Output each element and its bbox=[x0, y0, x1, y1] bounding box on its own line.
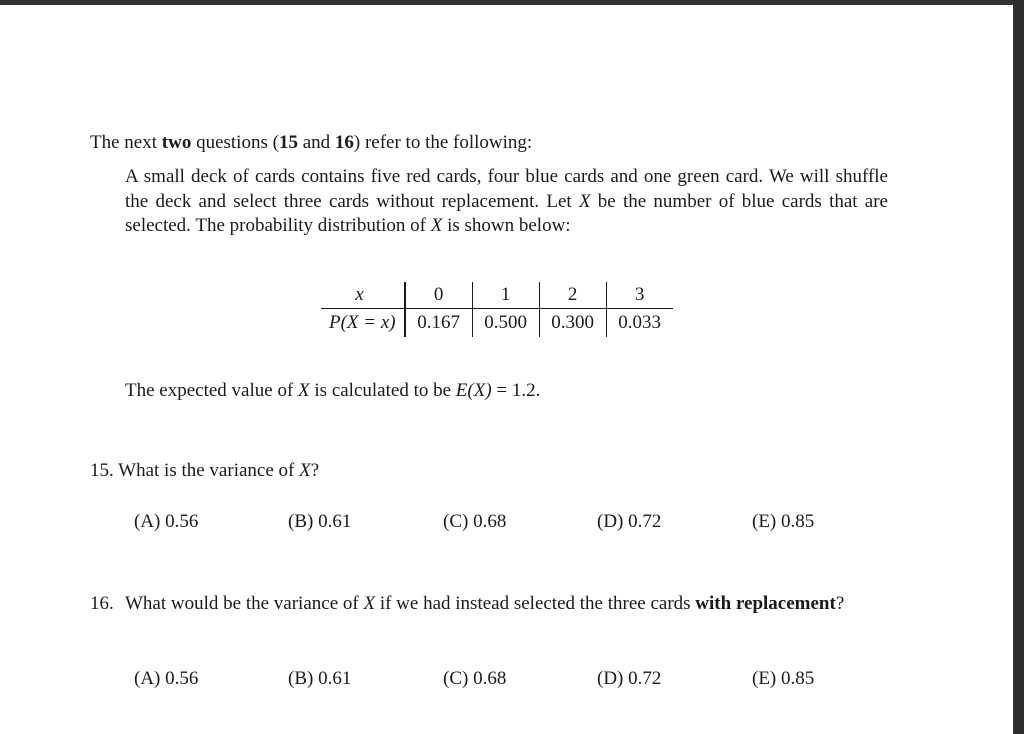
intro-line: The next two questions (15 and 16) refer to the following: bbox=[90, 132, 533, 153]
table-cell-p: 0.167 bbox=[405, 309, 473, 338]
q15-choice-e: (E) 0.85 bbox=[752, 511, 815, 532]
table-cell-x: 1 bbox=[472, 282, 539, 309]
q16-choice-d: (D) 0.72 bbox=[597, 668, 662, 689]
q16-choice-b: (B) 0.61 bbox=[288, 668, 352, 689]
table-cell-p: 0.033 bbox=[606, 309, 673, 338]
q16-choice-e: (E) 0.85 bbox=[752, 668, 815, 689]
table-row-x bbox=[321, 282, 673, 309]
table-cell-x: 3 bbox=[606, 282, 673, 309]
problem-paragraph: A small deck of cards contains five red cards, four blue cards and one green card. We will shuffle the deck and select three cards without replacement. Let X be the number of blue cards that are selected. The probability distribution of X is shown below: bbox=[125, 166, 888, 236]
q16-choice-c: (C) 0.68 bbox=[443, 668, 507, 689]
table-cell-p: 0.300 bbox=[539, 309, 606, 338]
q15-choice-b: (B) 0.61 bbox=[288, 511, 352, 532]
table-row-label: P(X = x) bbox=[329, 312, 396, 333]
table-cell-x: 0 bbox=[405, 282, 473, 309]
table-row-p bbox=[321, 309, 673, 338]
question-16-number: 16. bbox=[90, 593, 114, 614]
q15-choice-a: (A) 0.56 bbox=[134, 511, 199, 532]
expected-value-line: The expected value of X is calculated to be E(X) = 1.2. bbox=[125, 380, 541, 401]
table-cell-x: 2 bbox=[539, 282, 606, 309]
window-right-border bbox=[1013, 0, 1024, 734]
probability-table bbox=[321, 282, 673, 337]
question-16-text: What would be the variance of X if we had instead selected the three cards with replacement? bbox=[125, 593, 845, 614]
document-page bbox=[0, 5, 1013, 734]
table-header-label: x bbox=[321, 282, 405, 309]
q15-choice-c: (C) 0.68 bbox=[443, 511, 507, 532]
q15-choice-d: (D) 0.72 bbox=[597, 511, 662, 532]
table-cell-p: 0.500 bbox=[472, 309, 539, 338]
question-15: 15. What is the variance of X? bbox=[90, 460, 320, 481]
q16-choice-a: (A) 0.56 bbox=[134, 668, 199, 689]
